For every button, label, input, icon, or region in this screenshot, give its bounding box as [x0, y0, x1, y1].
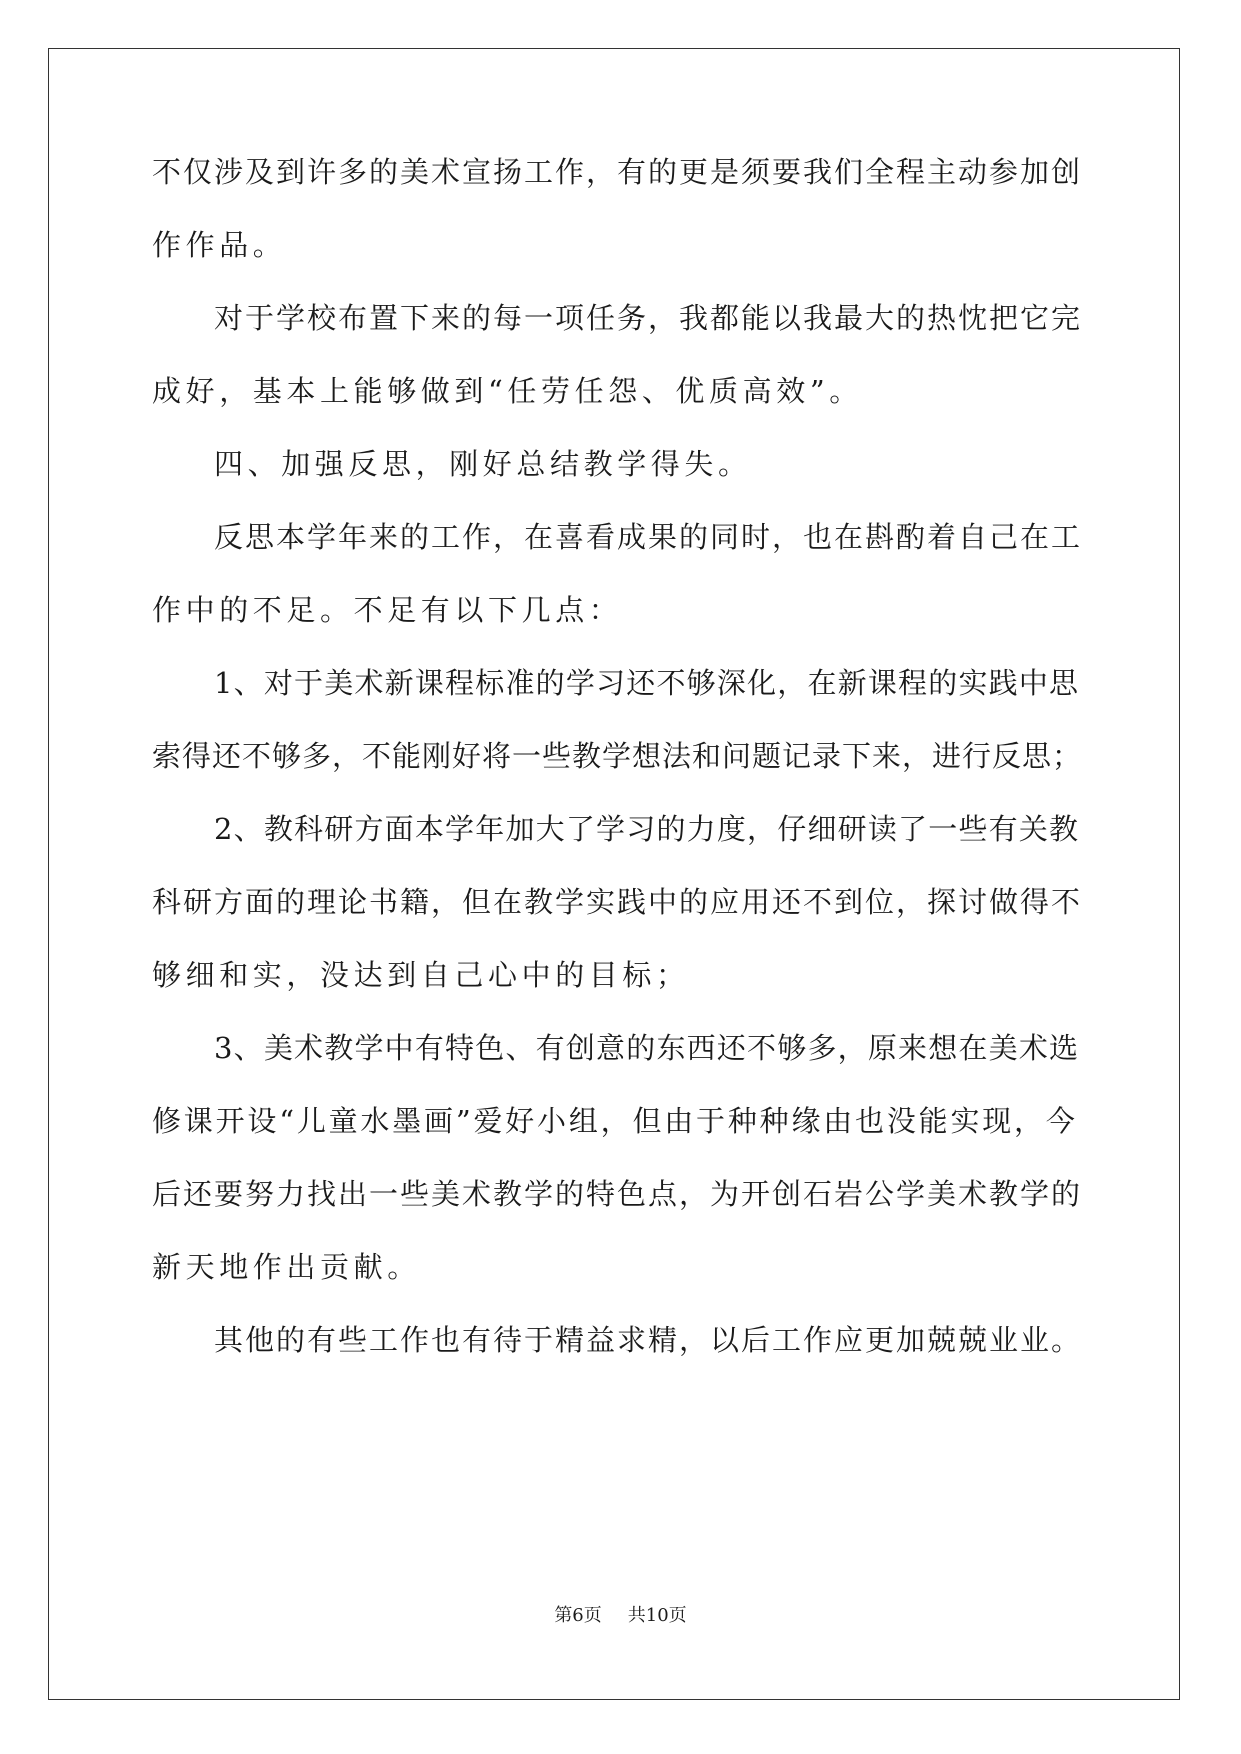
- page-border: [48, 48, 1180, 1700]
- list-item-line: 1、对于美术新课程标准的学习还不够深化，在新课程的实践中思: [214, 666, 1080, 700]
- list-item-line: 够细和实，没达到自己心中的目标；: [152, 958, 690, 992]
- text-line: 反思本学年来的工作，在喜看成果的同时，也在斟酌着自己在工: [214, 520, 1083, 554]
- text-line: 对于学校布置下来的每一项任务，我都能以我最大的热忱把它完: [214, 301, 1083, 335]
- list-item-line: 科研方面的理论书籍，但在教学实践中的应用还不到位，探讨做得不: [152, 885, 1083, 919]
- list-item-line: 2、教科研方面本学年加大了学习的力度，仔细研读了一些有关教: [214, 812, 1080, 846]
- list-item-line: 3、美术教学中有特色、有创意的东西还不够多，原来想在美术选: [214, 1031, 1080, 1065]
- text-line: 作中的不足。不足有以下几点：: [152, 593, 623, 627]
- list-item-line: 新天地作出贡献。: [152, 1250, 421, 1284]
- list-item-line: 修课开设“儿童水墨画”爱好小组，但由于种种缘由也没能实现，今: [152, 1104, 1078, 1138]
- text-line: 作作品。: [152, 228, 287, 262]
- text-line: 其他的有些工作也有待于精益求精，以后工作应更加兢兢业业。: [214, 1323, 1083, 1357]
- list-item-line: 索得还不够多，不能刚好将一些教学想法和问题记录下来，进行反思；: [152, 739, 1083, 773]
- page-total: 共10页: [627, 1605, 687, 1626]
- list-item-line: 后还要努力找出一些美术教学的特色点，为开创石岩公学美术教学的: [152, 1177, 1083, 1211]
- text-line: 不仅涉及到许多的美术宣扬工作，有的更是须要我们全程主动参加创: [152, 155, 1083, 189]
- page-footer: [0, 1604, 1241, 1628]
- section-heading: 四、加强反思，刚好总结教学得失。: [214, 447, 752, 481]
- text-line: 成好，基本上能够做到“任劳任怨、优质高效”。: [152, 374, 863, 408]
- page-number: 第6页: [554, 1605, 602, 1626]
